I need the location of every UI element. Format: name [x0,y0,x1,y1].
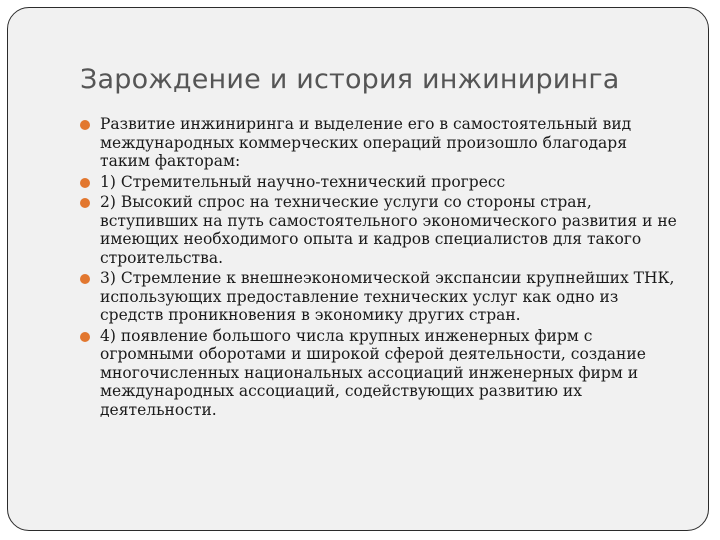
bullet-list [80,115,680,421]
circle-bullet-icon [80,120,90,130]
circle-bullet-icon [80,198,90,208]
bullet-item [80,115,680,171]
bullet-text: Развитие инжиниринга и выделение его в самостоятельный вид международных коммерческих операций произошло благодаря таким факторам: [100,115,632,170]
circle-bullet-icon [80,332,90,342]
bullet-item [80,193,680,267]
circle-bullet-icon [80,274,90,284]
bullet-item [80,327,680,420]
bullet-text: 2) Высокий спрос на технические услуги со стороны стран, вступивших на путь самостоятельного экономического развития и не имеющих необходимого опыта и кадров специалистов для такого строительства. [100,193,677,267]
bullet-item [80,173,680,192]
bullet-text: 1) Стремительный научно-технический прогресс [100,172,506,191]
bullet-text: 3) Стремление к внешнеэкономической экспансии крупнейших ТНК, использующих предоставление технических услуг как одно из средств проникновения в экономику других стран. [100,269,675,324]
bullet-text: 4) появление большого числа крупных инженерных фирм с огромными оборотами и широкой сферой деятельности, создание многочисленных национальных ассоциаций инженерных фирм и международных ассоциаций, содействующих развитию их деятельности. [100,326,646,419]
slide-title: Зарождение и история инжиниринга [80,64,620,95]
circle-bullet-icon [80,178,90,188]
bullet-item [80,269,680,325]
